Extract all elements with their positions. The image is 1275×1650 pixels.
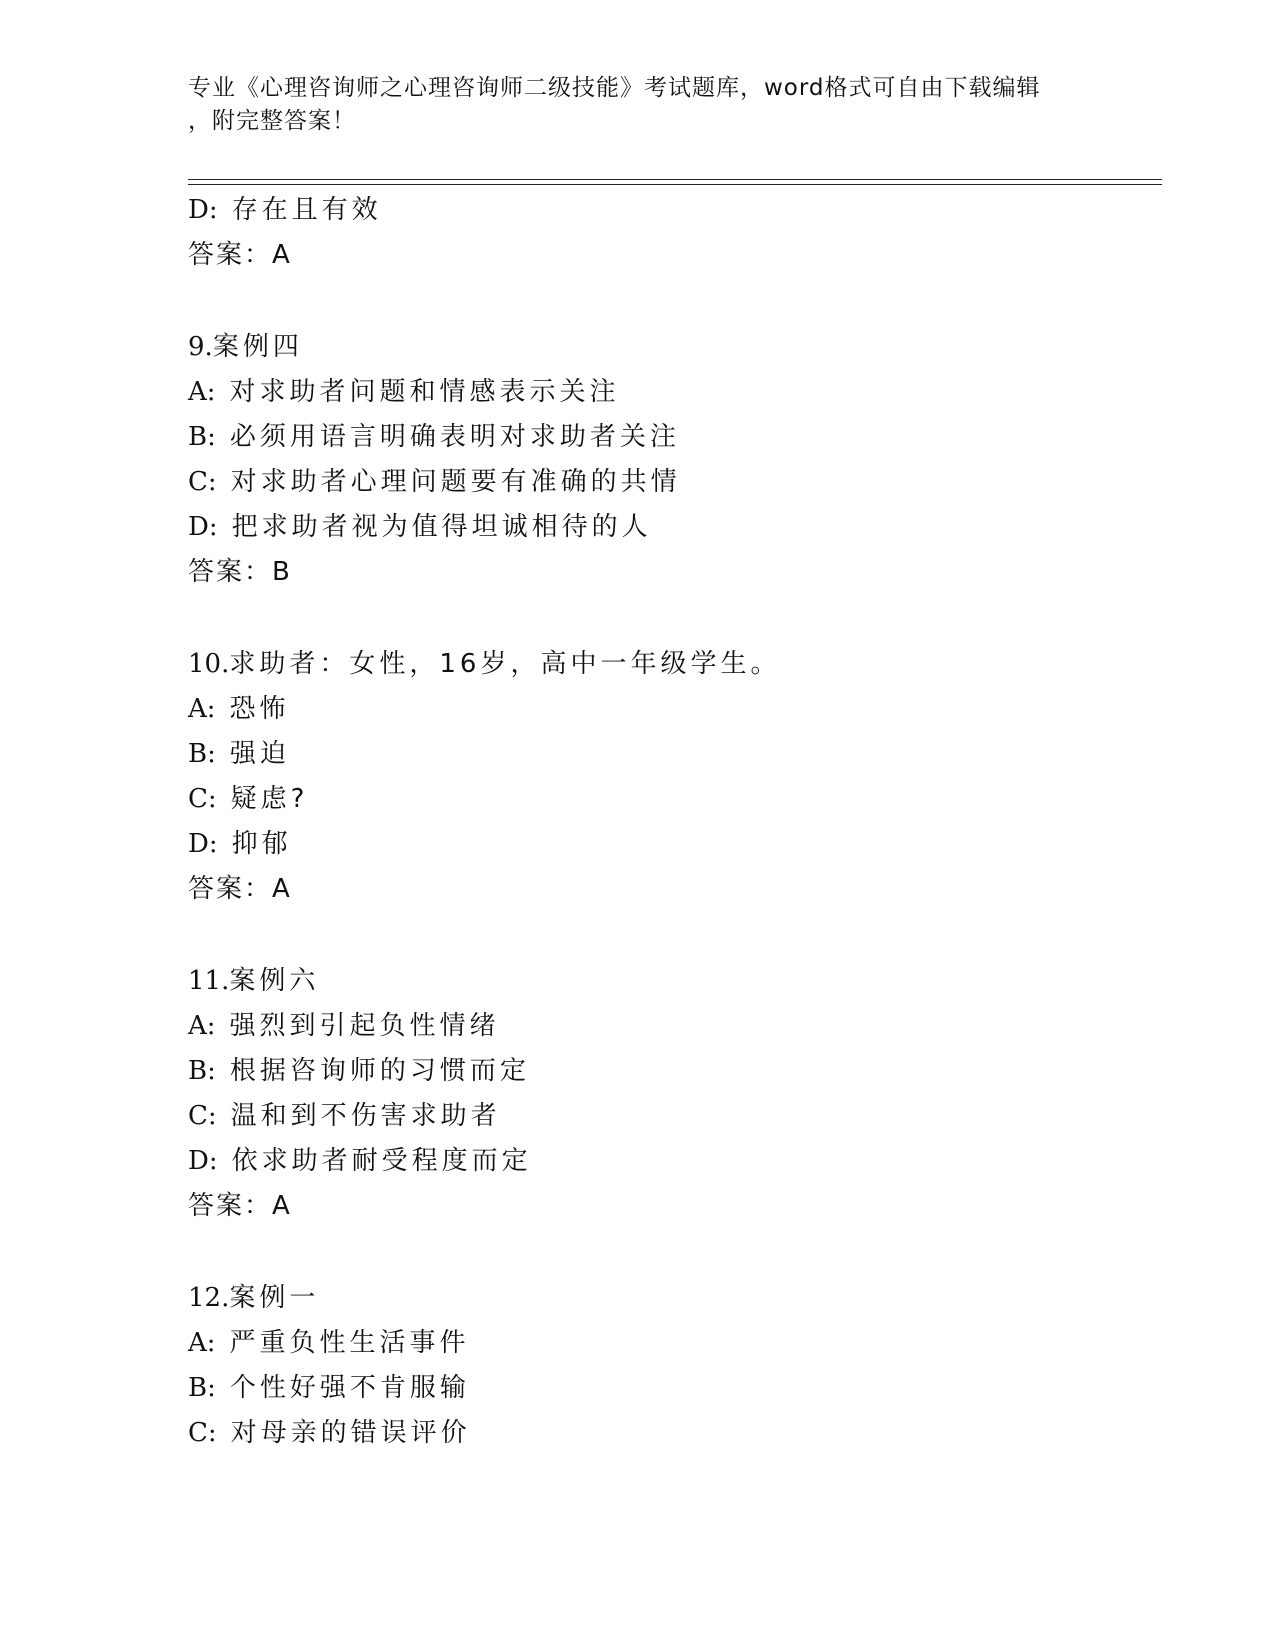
header-title-continuation: ，附完整答案！	[188, 108, 356, 134]
option-a	[188, 1004, 1088, 1049]
question-stem	[188, 325, 1088, 370]
option-text: 存在且有效	[231, 195, 382, 225]
option-letter: B	[188, 739, 208, 769]
option-letter: A	[188, 377, 207, 407]
option-d	[188, 505, 1088, 550]
question-number: 11.	[188, 966, 230, 996]
option-letter: C	[188, 467, 208, 497]
option-b	[188, 732, 1088, 777]
option-separator: :	[208, 829, 218, 859]
option-separator: :	[206, 694, 216, 724]
option-letter: D	[188, 512, 209, 542]
option-b	[188, 1366, 1088, 1411]
question-text: 求助者：女性，16岁，高中一年级学生。	[229, 649, 781, 679]
option-letter: D	[188, 829, 209, 859]
option-text: 严重负性生活事件	[229, 1328, 470, 1358]
option-text: 必须用语言明确表明对求助者关注	[229, 422, 680, 452]
question-list	[188, 188, 1088, 1456]
option-d	[188, 188, 1088, 233]
option-text: 根据咨询师的习惯而定	[229, 1056, 530, 1086]
question-text: 案例四	[212, 332, 303, 362]
option-separator: :	[206, 1011, 216, 1041]
option-separator: :	[207, 1373, 216, 1403]
option-text: 强迫	[229, 739, 290, 769]
option-letter: C	[188, 1418, 208, 1448]
option-text: 对求助者心理问题要有准确的共情	[230, 467, 681, 497]
option-separator: :	[208, 195, 218, 225]
option-separator: :	[207, 1056, 216, 1086]
option-a	[188, 370, 1088, 415]
option-separator: :	[207, 467, 217, 497]
option-separator: :	[207, 739, 216, 769]
option-b	[188, 1049, 1088, 1094]
option-text: 温和到不伤害求助者	[230, 1101, 501, 1131]
question-text: 案例一	[229, 1283, 320, 1313]
option-letter: C	[188, 1101, 208, 1131]
option-letter: B	[188, 422, 208, 452]
option-text: 疑虑?	[230, 784, 309, 814]
answer-line: 答案：A	[188, 874, 292, 904]
option-letter: A	[188, 694, 207, 724]
question-stem	[188, 959, 1088, 1004]
option-letter: A	[188, 1011, 207, 1041]
option-separator: :	[207, 422, 216, 452]
option-text: 对求助者问题和情感表示关注	[229, 377, 620, 407]
option-separator: :	[206, 1328, 216, 1358]
question-spacer	[188, 595, 1088, 642]
question-spacer	[188, 278, 1088, 325]
header-divider-top	[188, 179, 1162, 180]
option-text: 恐怖	[229, 694, 290, 724]
option-c	[188, 1094, 1088, 1139]
option-text: 抑郁	[231, 829, 292, 859]
question-text: 案例六	[229, 966, 320, 996]
option-a	[188, 687, 1088, 732]
question-stem	[188, 642, 1088, 687]
option-letter: A	[188, 1328, 207, 1358]
answer-line: 答案：B	[188, 557, 292, 587]
option-c	[188, 1411, 1088, 1456]
question-number: 9.	[188, 332, 213, 362]
option-letter: B	[188, 1373, 208, 1403]
option-c	[188, 777, 1088, 822]
answer-line: 答案：A	[188, 1191, 292, 1221]
option-letter: D	[188, 195, 209, 225]
header-divider-bottom	[188, 184, 1162, 185]
question-spacer	[188, 1229, 1088, 1276]
question-number: 10.	[188, 649, 230, 679]
option-text: 把求助者视为值得坦诚相待的人	[231, 512, 652, 542]
option-separator: :	[207, 784, 217, 814]
option-text: 对母亲的错误评价	[230, 1418, 471, 1448]
option-letter: B	[188, 1056, 208, 1086]
header-title-line: 专业《心理咨询师之心理咨询师二级技能》考试题库，word格式可自由下载编辑	[188, 75, 1041, 101]
option-separator: :	[207, 1101, 217, 1131]
option-d	[188, 822, 1088, 867]
option-letter: C	[188, 784, 208, 814]
option-text: 强烈到引起负性情绪	[229, 1011, 500, 1041]
document-header	[188, 72, 1088, 138]
question-number: 12.	[188, 1283, 230, 1313]
option-letter: D	[188, 1146, 209, 1176]
option-text: 依求助者耐受程度而定	[231, 1146, 532, 1176]
option-separator: :	[208, 1146, 218, 1176]
option-separator: :	[207, 1418, 217, 1448]
option-a	[188, 1321, 1088, 1366]
question-stem	[188, 1276, 1088, 1321]
option-separator: :	[206, 377, 216, 407]
option-b	[188, 415, 1088, 460]
option-text: 个性好强不肯服输	[229, 1373, 470, 1403]
option-separator: :	[208, 512, 218, 542]
option-c	[188, 460, 1088, 505]
answer-line: 答案：A	[188, 240, 292, 270]
option-d	[188, 1139, 1088, 1184]
question-spacer	[188, 912, 1088, 959]
